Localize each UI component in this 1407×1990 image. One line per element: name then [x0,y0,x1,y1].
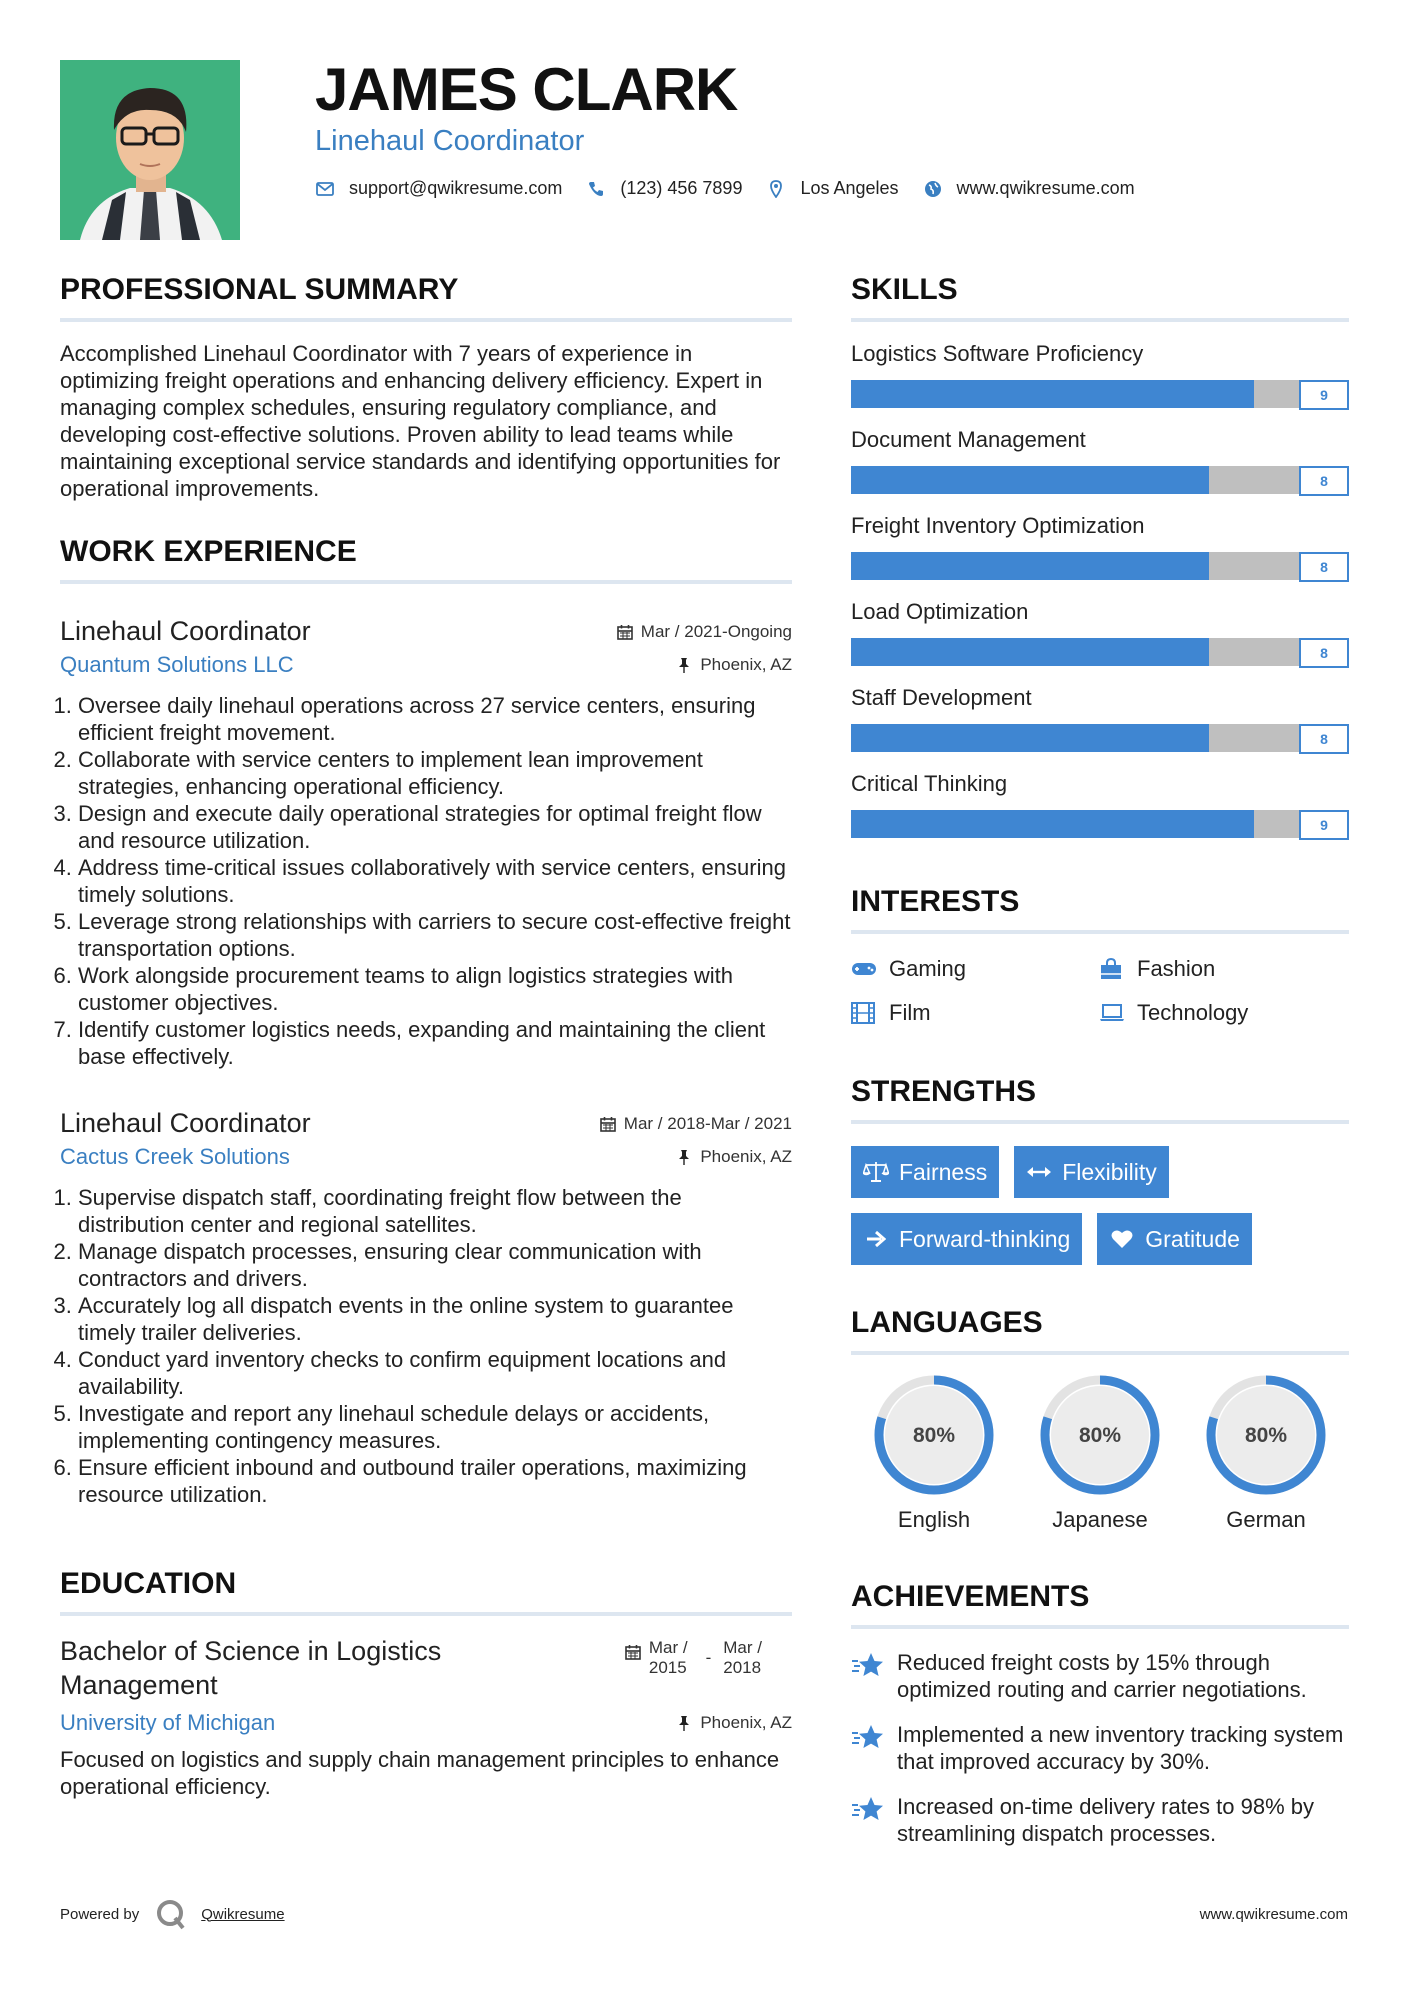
shopping-bag-icon [1099,958,1125,980]
strength-label: Gratitude [1145,1225,1240,1252]
education-end-month: Mar / [723,1638,762,1657]
skill-name: Document Management [851,427,1086,452]
interest-label: Gaming [889,956,967,981]
skill-item [851,340,1349,408]
education-start [649,1638,688,1678]
skill-fill [851,810,1254,838]
duty-item: 1. Oversee daily linehaul operations across 27 service centers, ensuring efficient freight movement. [78,692,792,746]
language-ring [1038,1373,1162,1497]
skill-name: Logistics Software Proficiency [851,341,1144,366]
duty-item: 2. Manage dispatch processes, ensuring clear communication with contractors and drivers. [78,1238,792,1292]
balance-scale-icon [863,1161,889,1183]
skill-fill [851,552,1209,580]
duty-item: 6. Ensure efficient inbound and outbound trailer operations, maximizing resource utilization. [78,1454,792,1508]
skill-fill [851,724,1209,752]
skill-fill [851,638,1209,666]
education-end [723,1638,762,1678]
language-name: English [897,1507,971,1532]
strengths-heading: STRENGTHS [851,1072,1349,1124]
skill-track [851,466,1299,494]
job-location [676,655,792,675]
skill-bar [851,638,1349,666]
contact-phone[interactable] [586,178,742,199]
job-location-text: Phoenix, AZ [700,655,792,674]
job-header [60,1106,792,1140]
duty-item: 2. Collaborate with service centers to implement lean improvement strategies, enhancing operational efficiency. [78,746,792,800]
duty-item: 6. Work alongside procurement teams to align logistics strategies with customer objectives. [78,962,792,1016]
skill-fill [851,466,1209,494]
language-percent: 80% [912,1424,956,1447]
skill-level-badge: 8 [1299,466,1349,496]
achievement-item [851,1721,1349,1775]
interests-heading: INTERESTS [851,882,1349,934]
skill-bar [851,724,1349,752]
strength-gratitude [1097,1213,1252,1265]
skill-item [851,512,1349,580]
contact-bar [315,178,1159,199]
language-item [1017,1373,1183,1533]
skill-item [851,426,1349,494]
strengths-list [851,1146,1349,1265]
language-item [851,1373,1017,1533]
skill-bar [851,552,1349,580]
laptop-icon [1099,1002,1125,1024]
film-icon [851,1002,877,1024]
duty-item: 1. Supervise dispatch staff, coordinating freight flow between the distribution center and regional satellites. [78,1184,792,1238]
achievement-text: Increased on-time delivery rates to 98% by streamlining dispatch processes. [897,1794,1314,1846]
language-name: Japanese [1052,1507,1148,1532]
skill-track [851,810,1299,838]
achievements-heading: ACHIEVEMENTS [851,1577,1349,1629]
skill-name: Staff Development [851,685,1032,710]
languages-heading: LANGUAGES [851,1303,1349,1355]
right-column [851,270,1349,1847]
summary-heading: PROFESSIONAL SUMMARY [60,270,792,322]
job-duties [60,1184,792,1508]
education-end-year: 2018 [723,1658,762,1677]
interest-label: Technology [1137,1000,1249,1025]
achievement-item [851,1793,1349,1847]
skill-level-badge: 8 [1299,724,1349,754]
summary-text: Accomplished Linehaul Coordinator with 7 years of experience in optimizing freight operations and enhancing delivery efficiency. Expert in managing complex schedules, ensuring regulatory compliance, and developing cost-effective solutions. Proven ability to lead teams while maintaining exceptional service standards and identifying opportunities for operational improvements. [60,341,781,501]
skill-item [851,770,1349,838]
duty-item: 7. Identify customer logistics needs, expanding and maintaining the client base effectively. [78,1016,792,1070]
skill-bar [851,810,1349,838]
star-icon [851,1795,885,1825]
contact-email[interactable] [315,178,562,199]
globe-icon [923,179,943,199]
envelope-icon [315,179,335,199]
duty-item: 5. Leverage strong relationships with carriers to secure cost-effective freight transportation options. [78,908,792,962]
contact-email-text: support@qwikresume.com [349,178,563,198]
duty-item: 4. Conduct yard inventory checks to confirm equipment locations and availability. [78,1346,792,1400]
skill-track [851,724,1299,752]
gamepad-icon [851,958,877,980]
job-title: Linehaul Coordinator [60,1108,311,1138]
skill-item [851,598,1349,666]
achievements-list [851,1649,1349,1847]
skill-fill [851,380,1254,408]
interest-film [851,1000,1099,1026]
job-entry [60,614,792,1070]
skill-item [851,684,1349,752]
arrow-right-icon [863,1228,889,1250]
languages-list [851,1373,1349,1533]
heart-icon [1109,1228,1135,1250]
job-duties [60,692,792,1070]
star-icon [851,1651,885,1681]
education-school: University of Michigan [60,1710,276,1735]
arrows-horizontal-icon [1026,1161,1052,1183]
language-percent: 80% [1244,1424,1288,1447]
job-subheader [60,650,792,680]
education-date-separator: - [705,1648,712,1667]
interest-technology [1099,1000,1347,1026]
contact-website[interactable] [923,178,1135,199]
achievement-item [851,1649,1349,1703]
education-description: Focused on logistics and supply chain management principles to enhance operational efficiency. [60,1747,780,1799]
calendar-icon [617,624,633,640]
education-dates [625,1638,762,1678]
skill-name: Freight Inventory Optimization [851,513,1145,538]
footer-powered [60,1896,285,1932]
job-location [676,1147,792,1167]
calendar-icon [600,1116,616,1132]
job-dates [600,1114,792,1134]
job-company: Cactus Creek Solutions [60,1144,290,1169]
language-ring [872,1373,996,1497]
skill-level-badge: 8 [1299,638,1349,668]
education-location [676,1713,792,1733]
pin-icon [676,1715,692,1731]
education-start-month: Mar / [648,1638,688,1657]
map-marker-icon [766,179,786,199]
job-title: Linehaul Coordinator [60,616,311,646]
pin-icon [676,1149,692,1165]
interest-label: Fashion [1137,956,1216,981]
candidate-title: Linehaul Coordinator [315,125,585,157]
contact-website-text: www.qwikresume.com [956,178,1135,198]
skill-name: Load Optimization [851,599,1029,624]
strength-label: Fairness [899,1158,988,1185]
job-list [60,614,792,1508]
skills-list [851,340,1349,838]
skill-level-badge: 8 [1299,552,1349,582]
interest-fashion [1099,956,1347,982]
duty-item: 5. Investigate and report any linehaul schedule delays or accidents, implementing contingency measures. [78,1400,792,1454]
achievement-text: Reduced freight costs by 15% through optimized routing and carrier negotiations. [897,1650,1307,1702]
strength-forward-thinking [851,1213,1082,1265]
education-start-year: 2015 [648,1658,687,1677]
skill-track [851,552,1299,580]
strength-label: Flexibility [1062,1158,1157,1185]
skill-bar [851,380,1349,408]
duty-item: 4. Address time-critical issues collaboratively with service centers, ensuring timely solutions. [78,854,792,908]
star-icon [851,1723,885,1753]
achievement-text: Implemented a new inventory tracking system that improved accuracy by 30%. [897,1722,1344,1774]
qwikresume-logo-icon [153,1896,189,1932]
job-entry [60,1106,792,1508]
pin-icon [676,657,692,673]
duty-item: 3. Accurately log all dispatch events in the online system to guarantee timely trailer deliveries. [78,1292,792,1346]
experience-heading: WORK EXPERIENCE [60,532,792,584]
skills-heading: SKILLS [851,270,1349,322]
job-dates-text: Mar / 2021-Ongoing [640,622,792,641]
skill-level-badge: 9 [1299,810,1349,840]
education-sub [60,1708,792,1738]
contact-location [766,178,898,199]
qwikresume-link[interactable]: Qwikresume [201,1905,285,1923]
education-heading: EDUCATION [60,1564,792,1616]
contact-phone-text: (123) 456 7899 [620,178,743,198]
job-dates [617,622,792,642]
skill-name: Critical Thinking [851,771,1008,796]
footer-website[interactable]: www.qwikresume.com [1199,1906,1348,1923]
skill-level-badge: 9 [1299,380,1349,410]
duty-item: 3. Design and execute daily operational strategies for optimal freight flow and resource utilization. [78,800,792,854]
calendar-icon [625,1644,641,1665]
education-entry [60,1634,792,1702]
strength-label: Forward-thinking [899,1225,1071,1252]
skill-track [851,380,1299,408]
left-column [60,270,792,1800]
language-ring [1204,1373,1328,1497]
language-name: German [1226,1507,1306,1532]
interest-label: Film [889,1000,931,1025]
education-location-text: Phoenix, AZ [700,1713,792,1732]
job-dates-text: Mar / 2018-Mar / 2021 [623,1114,792,1133]
skill-track [851,638,1299,666]
job-header [60,614,792,648]
language-percent: 80% [1078,1424,1122,1447]
job-company: Quantum Solutions LLC [60,652,294,677]
language-item [1183,1373,1349,1533]
profile-photo [60,60,240,240]
job-location-text: Phoenix, AZ [700,1147,792,1166]
phone-icon [586,179,606,199]
powered-by-text: Powered by [60,1905,140,1923]
education-degree: Bachelor of Science in Logistics Management [60,1636,442,1700]
candidate-name: JAMES CLARK [315,56,738,123]
strength-fairness [851,1146,999,1198]
contact-location-text: Los Angeles [800,178,899,198]
skill-bar [851,466,1349,494]
interests-grid [851,956,1349,1026]
strength-flexibility [1014,1146,1169,1198]
interest-gaming [851,956,1099,982]
job-subheader [60,1142,792,1172]
